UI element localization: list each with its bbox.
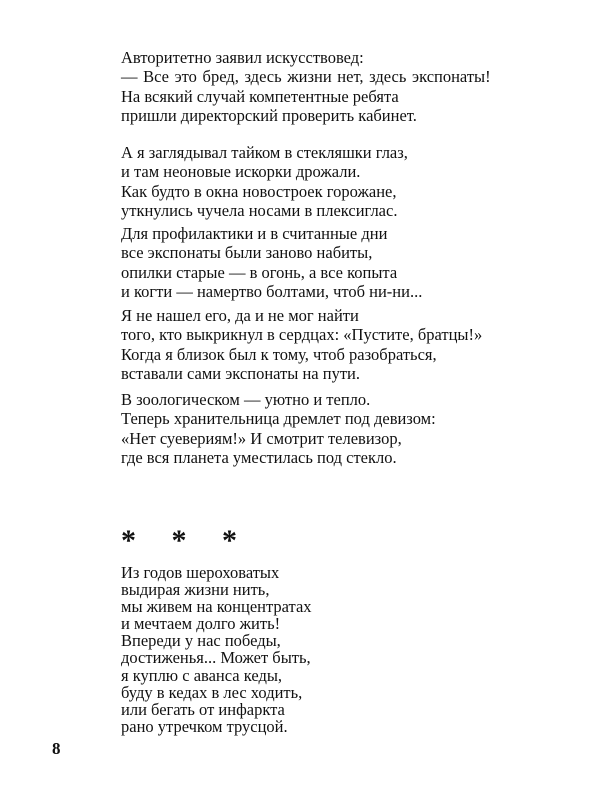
poem-line: где вся планета уместилась под стекло. [121,448,397,468]
poem-line: Как будто в окна новостроек горожане, [121,181,397,201]
page-number: 8 [52,739,61,758]
poem-line: буду в кедах в лес ходить, [121,682,303,702]
poem-line: Когда я близок был к тому, чтоб разобраться, [121,344,437,364]
poem-line: мы живем на концентратах [121,597,312,617]
poem-line: того, кто выкрикнул в сердцах: «Пустите, братцы!» [121,325,483,345]
poem-line: Впереди у нас победы, [121,631,281,651]
poem-line: или бегать от инфаркта [121,699,285,719]
poem-line: все экспонаты были заново набиты, [121,243,373,263]
stanza-5 [121,390,436,468]
section-separator: * * * [121,524,251,557]
poem-line: рано утречком трусцой. [121,716,288,736]
poem-line: и когти — намертво болтами, чтоб ни-ни... [121,282,423,302]
poem-line: опилки старые — в огонь, а все копыта [121,262,398,282]
poem-line: и там неоновые искорки дрожали. [121,162,361,182]
poem-line: пришли директорский проверить кабинет. [121,106,417,126]
poem-line: Для профилактики и в считанные дни [121,224,388,243]
stanza-3 [121,224,422,302]
poem-line: и мечтаем долго жить! [121,614,281,634]
poem-line: я куплю с аванса кеды, [121,665,283,685]
poem-line: «Нет суевериям!» И смотрит телевизор, [121,428,402,448]
poem-line: Из годов шероховатых [121,563,280,582]
poem-line: Я не нашел его, да и не мог найти [121,306,359,325]
poem-line: В зоологическом — уютно и тепло. [121,390,371,409]
poem-line: вставали сами экспонаты на пути. [121,364,360,384]
poem-2 [121,564,312,735]
poem-line: достиженья... Может быть, [121,648,311,668]
poem-line: А я заглядывал тайком в стекляшки глаз, [121,143,408,162]
stanza-1 [121,48,491,126]
poem-line: уткнулись чучела носами в плексиглас. [121,201,398,221]
stanza-4 [121,306,482,384]
poem-line: — Все это бред, здесь жизни нет, здесь экспонаты! [121,67,491,87]
stanza-2 [121,143,408,221]
poem-line: На всякий случай компетентные ребята [121,86,399,106]
poem-line: Авторитетно заявил искусствовед: [121,48,364,67]
poem-line: Теперь хранительница дремлет под девизом: [121,409,436,429]
poem-line: выдирая жизни нить, [121,580,270,600]
